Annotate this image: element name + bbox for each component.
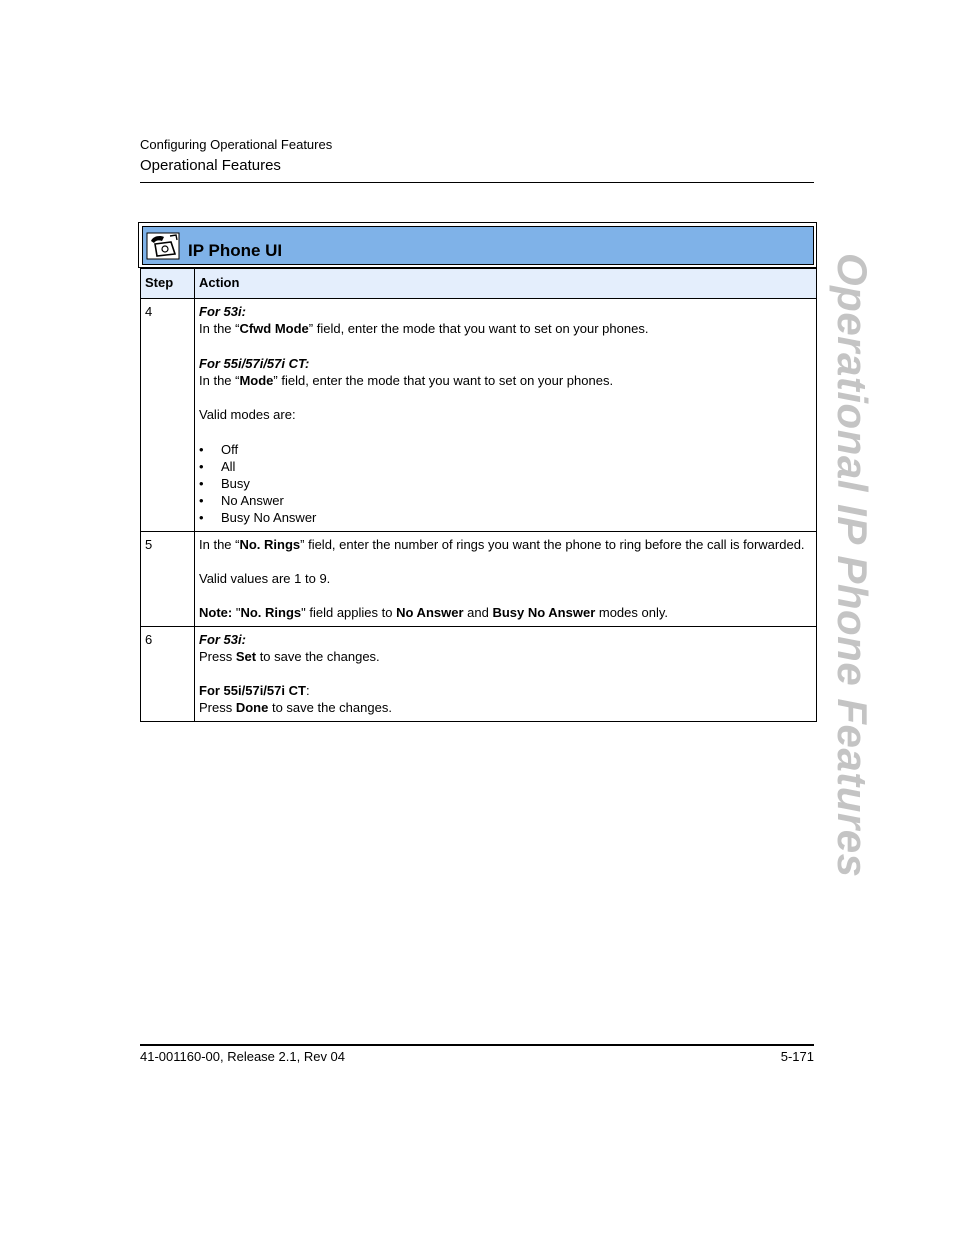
step-action: For 53i: In the “Cfwd Mode” field, enter the mode that you want to set on your phones. For 55i/57i/57i CT: In the “Mode” field, enter the mode that you want to set on your phones. Valid modes are: • Off • All • Busy • No Answer • Busy No Answer — [195, 299, 817, 532]
model-heading: For 53i: — [199, 304, 246, 319]
field-name: Cfwd Mode — [239, 321, 309, 337]
list-item: • Off — [199, 441, 239, 457]
step-number: 6 — [141, 626, 195, 721]
model-heading: For 55i/57i/57i CT: — [199, 355, 310, 371]
table-row — [141, 626, 817, 721]
model-heading: For 53i: — [199, 631, 246, 647]
col-header-step: Step — [141, 269, 195, 299]
phone-icon — [146, 232, 180, 260]
key-name: Done — [235, 700, 269, 716]
step-number: 4 — [141, 299, 195, 532]
table-row — [141, 531, 817, 626]
table-header-row — [141, 269, 817, 299]
field-name: No. Rings — [239, 536, 301, 552]
page-number: 5-171 — [780, 1049, 814, 1064]
footer-rule — [140, 1044, 814, 1046]
running-header-section: Operational Features — [140, 157, 281, 174]
side-tab-title: Operational IP Phone Features — [829, 253, 876, 878]
footer-document-id: 41-001160-00, Release 2.1, Rev 04 — [140, 1049, 346, 1064]
col-header-action: Action — [195, 269, 817, 299]
step-action: In the “No. Rings” field, enter the number of rings you want the phone to ring before the call is forwarded. Valid values are 1 to 9. Note: "No. Rings" field applies to No Answer and Busy No Answer modes only. — [195, 531, 817, 626]
list-item: • No Answer — [199, 493, 284, 509]
table-row — [141, 299, 817, 532]
note: Note: "No. Rings" field applies to No Answer and Busy No Answer modes only. — [199, 605, 669, 621]
procedure-table — [140, 268, 817, 722]
running-header-chapter: Configuring Operational Features — [140, 137, 333, 152]
key-name: Set — [235, 648, 257, 664]
list-item: • All — [199, 458, 236, 474]
step-number: 5 — [141, 531, 195, 626]
list-item: • Busy — [199, 475, 250, 491]
header-rule — [140, 182, 814, 183]
valid-modes-label: Valid modes are: — [199, 407, 296, 423]
section-box-title: IP Phone UI — [188, 241, 283, 260]
model-heading: For 55i/57i/57i CT — [199, 683, 306, 699]
section-box — [142, 226, 814, 265]
valid-values-text: Valid values are 1 to 9. — [199, 570, 331, 586]
list-item: • Busy No Answer — [199, 510, 317, 526]
field-name: Mode — [239, 372, 274, 388]
step-action: For 53i: Press Set to save the changes. For 55i/57i/57i CT: Press Done to save the changes. — [195, 626, 817, 721]
